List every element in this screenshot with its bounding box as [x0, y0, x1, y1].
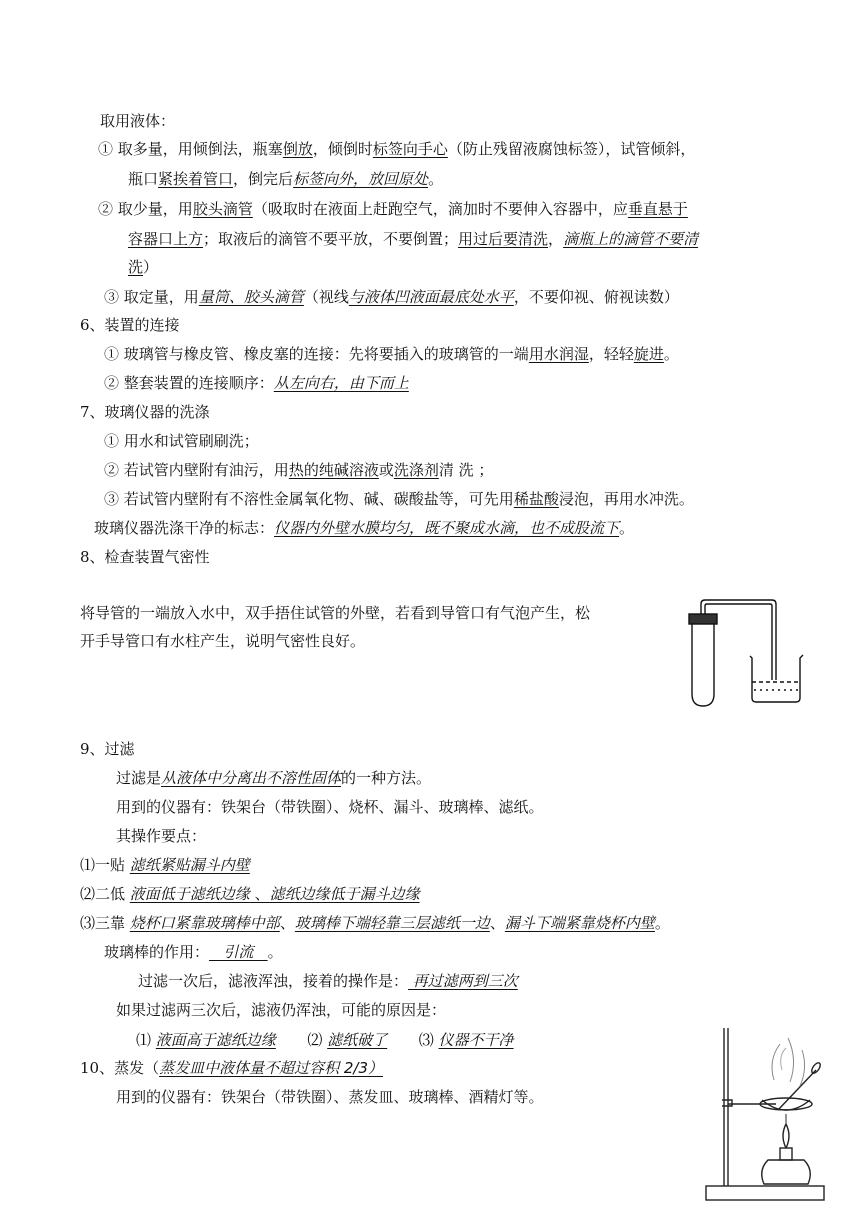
liquid-item-2-line-2: 容器口上方；取液后的滴管不要平放，不要倒置；用过后要清洗，滴瓶上的滴管不要清 [128, 230, 699, 248]
filter-points-heading: 其操作要点： [116, 827, 207, 845]
item-number: ① [104, 345, 120, 363]
liquid-item-1-line-1: ① 取多量，用倾倒法，瓶塞倒放，倾倒时标签向手心（防止残留液腐蚀标签），试管倾斜， [98, 140, 696, 158]
wash-item-2: ② 若试管内壁附有油污，用热的纯碱溶液或洗涤剂清 洗 ； [104, 461, 494, 479]
key-point: 再过滤两到三次 [408, 972, 518, 990]
evaporation-tools: 用到的仪器有：铁架台（带铁圈）、蒸发皿、玻璃棒、酒精灯等。 [116, 1088, 544, 1106]
key-point: 紧挨着管口 [158, 170, 234, 188]
filter-once: 过滤一次后，滤液浑浊，接着的操作是： 再过滤两到三次 [138, 972, 518, 990]
connect-item-2: ② 整套装置的连接顺序：从左向右，由下而上 [104, 374, 409, 392]
filter-point-1: ⑴一贴 滤纸紧贴漏斗内壁 [80, 856, 250, 874]
evaporation-apparatus-figure [694, 1020, 832, 1210]
key-point: 与液体凹液面最底处水平 [348, 288, 514, 306]
key-point: 漏斗下端紧靠烧杯内壁 [504, 914, 655, 932]
liquid-item-2-line-1: ② 取少量，用胶头滴管（吸取时在液面上赶跑空气，滴加时不要伸入容器中，应垂直悬于 [98, 200, 688, 218]
liquid-item-2-line-3: 洗） [128, 258, 159, 276]
key-point: 标签向手心 [372, 140, 448, 158]
key-point: 蒸发皿中液体量不超过容积 2/3） [159, 1059, 384, 1077]
glass-rod-role: 玻璃棒的作用： 引流 。 [104, 943, 283, 961]
section-9-heading: 9、过滤 [80, 740, 135, 758]
airtight-text-line-1: 将导管的一端放入水中，双手捂住试管的外壁，若看到导管口有气泡产生，松 [80, 604, 591, 622]
key-point: 烧杯口紧靠玻璃棒中部 [129, 914, 280, 932]
item-number: ② [98, 200, 114, 218]
filter-point-2: ⑵二低 液面低于滤纸边缘 、滤纸边缘低于漏斗边缘 [80, 885, 420, 903]
key-point: 滤纸紧贴漏斗内壁 [129, 856, 250, 874]
liquid-item-3: ③ 取定量，用量筒、胶头滴管（视线与液体凹液面最底处水平，不要仰视、俯视读数） [104, 288, 679, 306]
item-number: ① [104, 432, 120, 450]
key-point: 旋进 [633, 345, 664, 363]
key-point: 倒放 [282, 140, 313, 158]
key-point: 用过后要清洗 [458, 230, 549, 248]
filter-definition: 过滤是从液体中分离出不溶性固体的一种方法。 [116, 769, 432, 787]
connect-item-1: ① 玻璃管与橡皮管、橡皮塞的连接：先将要插入的玻璃管的一端用水润湿，轻轻旋进。 [104, 345, 679, 363]
key-point: 洗 [128, 258, 144, 276]
key-point: 热的纯碱溶液 [288, 461, 379, 479]
key-point: 液面低于滤纸边缘 [129, 885, 250, 903]
stand-rod-icon [724, 1028, 728, 1186]
glass-rod-icon [778, 1070, 816, 1110]
key-point: 从左向右，由下而上 [273, 374, 409, 392]
key-point: 仪器不干净 [438, 1031, 514, 1049]
key-point: 胶头滴管 [192, 200, 253, 218]
key-point: 用水润湿 [528, 345, 589, 363]
wash-item-1: ① 用水和试管刷刷洗； [104, 432, 259, 450]
test-tube-icon [692, 620, 714, 706]
item-number: ③ [104, 288, 120, 306]
key-point: 玻璃棒下端轻靠三层滤纸一边 [294, 914, 490, 932]
airtight-text-line-2: 开手导管口有水柱产生，说明气密性良好。 [80, 632, 366, 650]
key-point: 标签向外，放回原处 [293, 170, 429, 188]
section-8-heading: 8、检查装置气密性 [80, 548, 210, 566]
key-point: 从液体中分离出不溶性固体 [161, 769, 342, 787]
filter-tools: 用到的仪器有：铁架台（带铁圈）、烧杯、漏斗、玻璃棒、滤纸。 [116, 798, 544, 816]
filter-point-3: ⑶三靠 烧杯口紧靠玻璃棒中部、玻璃棒下端轻靠三层滤纸一边、漏斗下端紧靠烧杯内壁。 [80, 914, 670, 932]
key-point: 垂直悬于 [627, 200, 688, 218]
wash-item-3: ③ 若试管内壁附有不溶性金属氧化物、碱、碳酸盐等，可先用稀盐酸浸泡，再用水冲洗。 [104, 490, 694, 508]
key-point: 引流 [209, 943, 268, 961]
stand-base-icon [706, 1186, 824, 1200]
key-point: 滤纸破了 [327, 1031, 388, 1049]
key-point: 仪器内外壁水膜均匀，既不聚成水滴，也不成股流下 [274, 519, 620, 537]
stopper-icon [689, 614, 717, 624]
liquid-heading: 取用液体： [100, 112, 176, 130]
key-point: 洗涤剂 [393, 461, 439, 479]
key-point: 稀盐酸 [513, 490, 559, 508]
item-number: ② [104, 461, 120, 479]
section-7-heading: 7、玻璃仪器的洗涤 [80, 403, 210, 421]
airtight-apparatus-figure [684, 594, 810, 710]
wash-clean-mark: 玻璃仪器洗涤干净的标志：仪器内外壁水膜均匀，既不聚成水滴，也不成股流下。 [94, 519, 635, 537]
key-point: 量筒、胶头滴管 [198, 288, 304, 306]
filter-reasons: ⑴ 液面高于滤纸边缘 ⑵ 滤纸破了 ⑶ 仪器不干净 [136, 1031, 514, 1049]
key-point: 滤纸边缘低于漏斗边缘 [269, 885, 420, 903]
section-10-heading: 10、蒸发（蒸发皿中液体量不超过容积 2/3） [80, 1059, 384, 1077]
alcohol-lamp-icon [762, 1160, 811, 1184]
filter-twice: 如果过滤两三次后，滤液仍浑浊，可能的原因是： [116, 1001, 447, 1019]
item-number: ① [98, 140, 114, 158]
item-number: ③ [104, 490, 120, 508]
key-point: 滴瓶上的滴管不要清 [563, 230, 699, 248]
key-point: 液面高于滤纸边缘 [155, 1031, 276, 1049]
delivery-tube-icon [701, 600, 776, 680]
key-point: 容器口上方 [128, 230, 204, 248]
section-6-heading: 6、装置的连接 [80, 316, 180, 334]
liquid-item-1-line-2: 瓶口紧挨着管口，倒完后标签向外，放回原处。 [128, 170, 444, 188]
item-number: ② [104, 374, 120, 392]
